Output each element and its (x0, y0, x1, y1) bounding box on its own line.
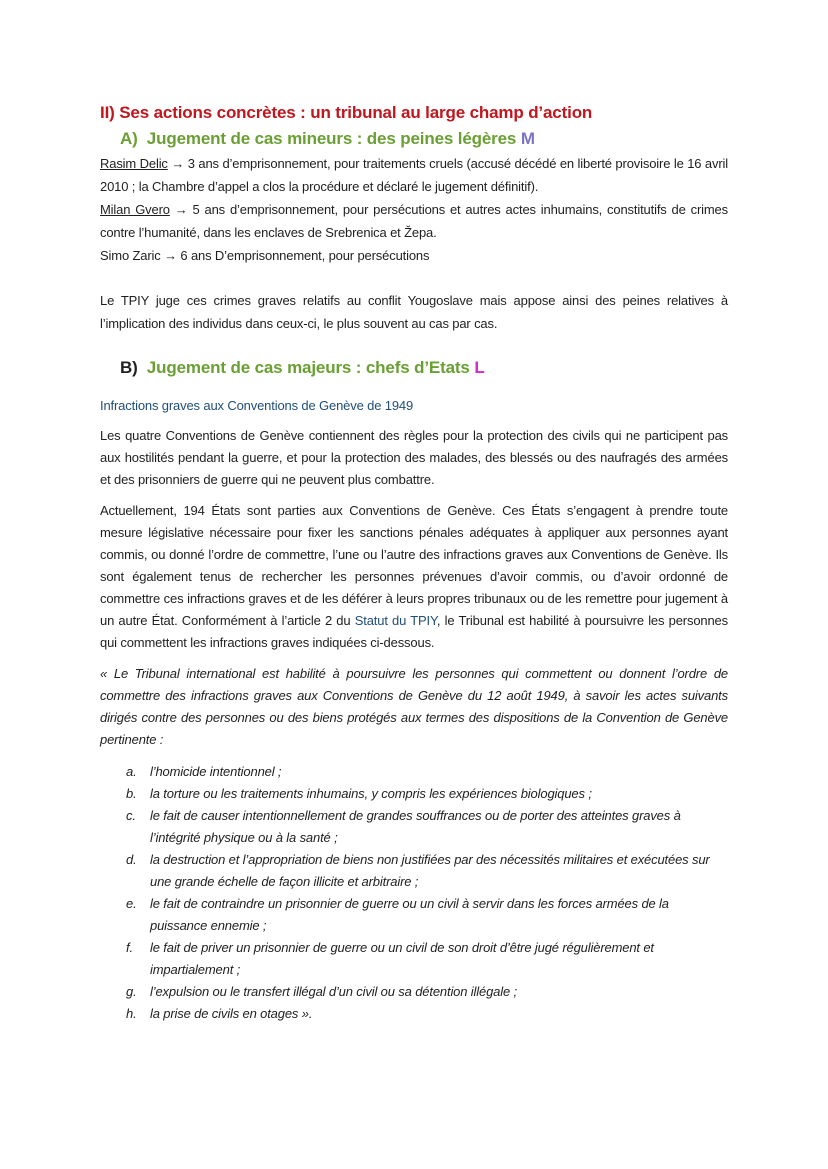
infractions-list (100, 761, 728, 1025)
list-item (100, 761, 728, 783)
arrow-icon: → (164, 248, 177, 263)
list-text: la prise de civils en otages ». (150, 1006, 313, 1021)
quote-paragraph: « Le Tribunal international est habilité à poursuivre les personnes qui commettent ou donnent l’ordre de commettre des infractions graves aux Conventions de Genève du 12 août 1949, à savoir les actes suivants dirigés contre des personnes ou des biens protégés aux termes des dispositions de la Convention de Genève pertinente : (100, 666, 728, 747)
case-name: Milan Gvero (100, 202, 170, 217)
case-item (100, 198, 728, 244)
arrow-icon: → (171, 156, 185, 171)
list-marker: g. (126, 984, 137, 999)
list-item (100, 805, 728, 849)
list-marker: a. (126, 764, 137, 779)
list-marker: h. (126, 1006, 137, 1021)
paragraph-states-text: Actuellement, 194 États sont parties aux Conventions de Genève. Ces États s’engagent à prendre toute mesure législative nécessaire pour fixer les sanctions pénales adéquates à appliquer aux personnes ayant commis, ou donné l’ordre de commettre, l’une ou l’autre des infractions graves aux Conventions de Genève. Ils sont également tenus de rechercher les personnes prévenues d’avoir commis, ou d’avoir ordonné de commettre ces infractions graves et de les déférer à leurs propres tribunaux ou de les remettre pour jugement à un autre État. Conformément à l’article 2 du (100, 503, 728, 628)
list-marker: b. (126, 786, 137, 801)
part-a-summary: Le TPIY juge ces crimes graves relatifs au conflit Yougoslave mais appose ainsi des peines relatives à l’implication des individus dans ceux-ci, le plus souvent au cas par cas. (100, 293, 728, 331)
part-b-label: B) (120, 358, 138, 377)
case-item (100, 152, 728, 198)
list-text: le fait de causer intentionnellement de grandes souffrances ou de porter des atteintes graves à l’intégrité physique ou à la santé ; (150, 808, 681, 845)
paragraph-states (100, 500, 728, 654)
list-text: le fait de contraindre un prisonnier de guerre ou un civil à servir dans les forces armées de la puissance ennemie ; (150, 896, 669, 933)
case-item (100, 244, 728, 267)
list-item (100, 783, 728, 805)
section-title: II) Ses actions concrètes : un tribunal au large champ d’action (100, 103, 593, 122)
paragraph-states-end: , le Tribunal est habilité à poursuivre les personnes qui commettent les infractions graves indiquées ci-dessous. (100, 613, 728, 650)
paragraph-conventions: Les quatre Conventions de Genève contiennent des règles pour la protection des civils qui ne participent pas aux hostilités pendant la guerre, et pour la protection des malades, des blessés ou des naufragés des armées et des prisonniers de guerre qui ne peuvent plus combattre. (100, 428, 728, 487)
list-text: la destruction et l’appropriation de biens non justifiées par des nécessités militaires et exécutées sur une grande échelle de façon illicite et arbitraire ; (150, 852, 710, 889)
list-item (100, 849, 728, 893)
arrow-icon: → (174, 202, 188, 217)
part-a-label: A) (120, 129, 138, 148)
case-text: 5 ans d’emprisonnement, pour persécutions et autres actes inhumains, constitutifs de crimes contre l’humanité, dans les enclaves de Srebrenica et Žepa. (100, 202, 728, 240)
list-marker: f. (126, 940, 133, 955)
list-text: l’expulsion ou le transfert illégal d’un civil ou sa détention illégale ; (150, 984, 517, 999)
list-item (100, 937, 728, 981)
list-item (100, 893, 728, 937)
list-marker: e. (126, 896, 137, 911)
list-item (100, 1003, 728, 1025)
subheading: Infractions graves aux Conventions de Genève de 1949 (100, 398, 414, 413)
case-name: Rasim Delic (100, 156, 168, 171)
list-text: l’homicide intentionnel ; (150, 764, 282, 779)
part-a-mark: M (520, 129, 535, 148)
part-b-heading (120, 355, 728, 381)
case-text: 3 ans d’emprisonnement, pour traitements cruels (accusé décédé en liberté provisoire le 16 avril 2010 ; la Chambre d’appel a clos la procédure et déclaré le jugement définitif). (100, 156, 728, 194)
part-a-title: Jugement de cas mineurs : des peines légères (146, 129, 517, 148)
list-text: le fait de priver un prisonnier de guerre ou un civil de son droit d’être jugé régulièrement et impartialement ; (150, 940, 654, 977)
list-text: la torture ou les traitements inhumains, y compris les expériences biologiques ; (150, 786, 592, 801)
list-item (100, 981, 728, 1003)
case-name: Simo Zaric (100, 248, 161, 263)
part-a-heading (120, 126, 728, 152)
case-text: 6 ans D’emprisonnement, pour persécutions (180, 248, 430, 263)
list-marker: d. (126, 852, 137, 867)
document-body (100, 100, 728, 1025)
statut-link[interactable]: Statut du TPIY (354, 613, 437, 628)
list-marker: c. (126, 808, 136, 823)
part-b-mark: L (474, 358, 485, 377)
part-b-title: Jugement de cas majeurs : chefs d’Etats (146, 358, 470, 377)
